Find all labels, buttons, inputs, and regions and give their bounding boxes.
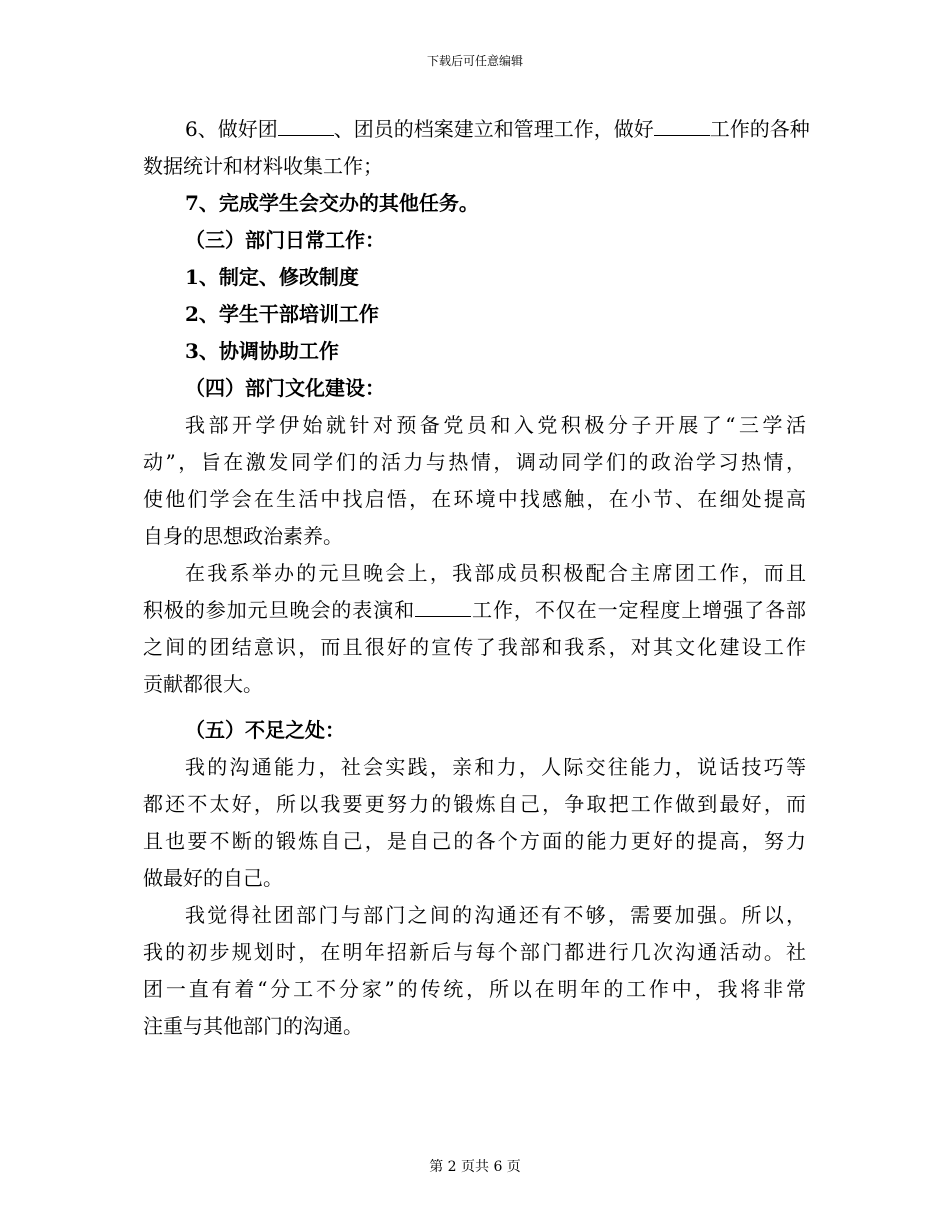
document-body — [143, 111, 810, 1045]
text-line: 我的初步规划时，在明年招新后与每个部门都进行几次沟通活动。社 — [143, 940, 806, 964]
text-line: 团一直有着“分工不分家”的传统，所以在明年的工作中，我将非常 — [143, 977, 806, 1001]
page-number: 第 2 页共 6 页 — [429, 1159, 521, 1175]
text-line: 自身的思想政治素养。 — [143, 524, 343, 548]
list-item: 2、学生干部培训工作 — [185, 302, 379, 326]
text-line: 都还不太好，所以我要更努力的锻炼自己，争取把工作做到最好，而 — [143, 792, 806, 816]
text-segment: 6、做好团 — [185, 117, 278, 141]
section-heading: （五）不足之处： — [185, 718, 345, 742]
text-line — [143, 592, 806, 629]
list-item: 1、制定、修改制度 — [185, 265, 359, 289]
fill-in-blank — [654, 134, 710, 136]
text-segment: 、团员的档案建立和管理工作，做好 — [333, 117, 654, 141]
fill-in-blank — [278, 134, 334, 136]
text-line: 使他们学会在生活中找启悟，在环境中找感触，在小节、在细处提高 — [143, 487, 806, 511]
text-line: 我觉得社团部门与部门之间的沟通还有不够，需要加强。所以， — [185, 903, 806, 927]
text-line: 贡献都很大。 — [143, 672, 263, 696]
text-line: 我的沟通能力，社会实践，亲和力，人际交往能力，说话技巧等 — [185, 755, 806, 779]
section-heading: （四）部门文化建设： — [185, 376, 385, 400]
text-line: 动”，旨在激发同学们的活力与热情，调动同学们的政治学习热情， — [143, 450, 806, 474]
page-header: 下载后可任意编辑 — [426, 54, 523, 68]
text-segment: 工作的各种 — [709, 117, 810, 141]
text-line: 且也要不断的锻炼自己，是自己的各个方面的能力更好的提高，努力 — [143, 829, 806, 853]
text-line: 我部开学伊始就针对预备党员和入党积极分子开展了“三学活 — [185, 413, 806, 437]
text-line: 注重与其他部门的沟通。 — [143, 1014, 363, 1038]
text-line — [143, 111, 810, 148]
list-item: 7、完成学生会交办的其他任务。 — [185, 191, 479, 215]
text-segment: 积极的参加元旦晚会的表演和 — [143, 598, 416, 622]
fill-in-blank — [415, 615, 471, 617]
section-heading: （三）部门日常工作： — [185, 228, 385, 252]
list-item: 3、协调协助工作 — [185, 339, 339, 363]
text-segment: 工作，不仅在一定程度上增强了各部 — [471, 598, 807, 622]
text-line: 数据统计和材料收集工作； — [143, 154, 383, 178]
text-line: 做最好的自己。 — [143, 866, 283, 890]
text-line: 之间的团结意识，而且很好的宣传了我部和我系，对其文化建设工作 — [143, 635, 806, 659]
text-line: 在我系举办的元旦晚会上，我部成员积极配合主席团工作，而且 — [185, 561, 806, 585]
